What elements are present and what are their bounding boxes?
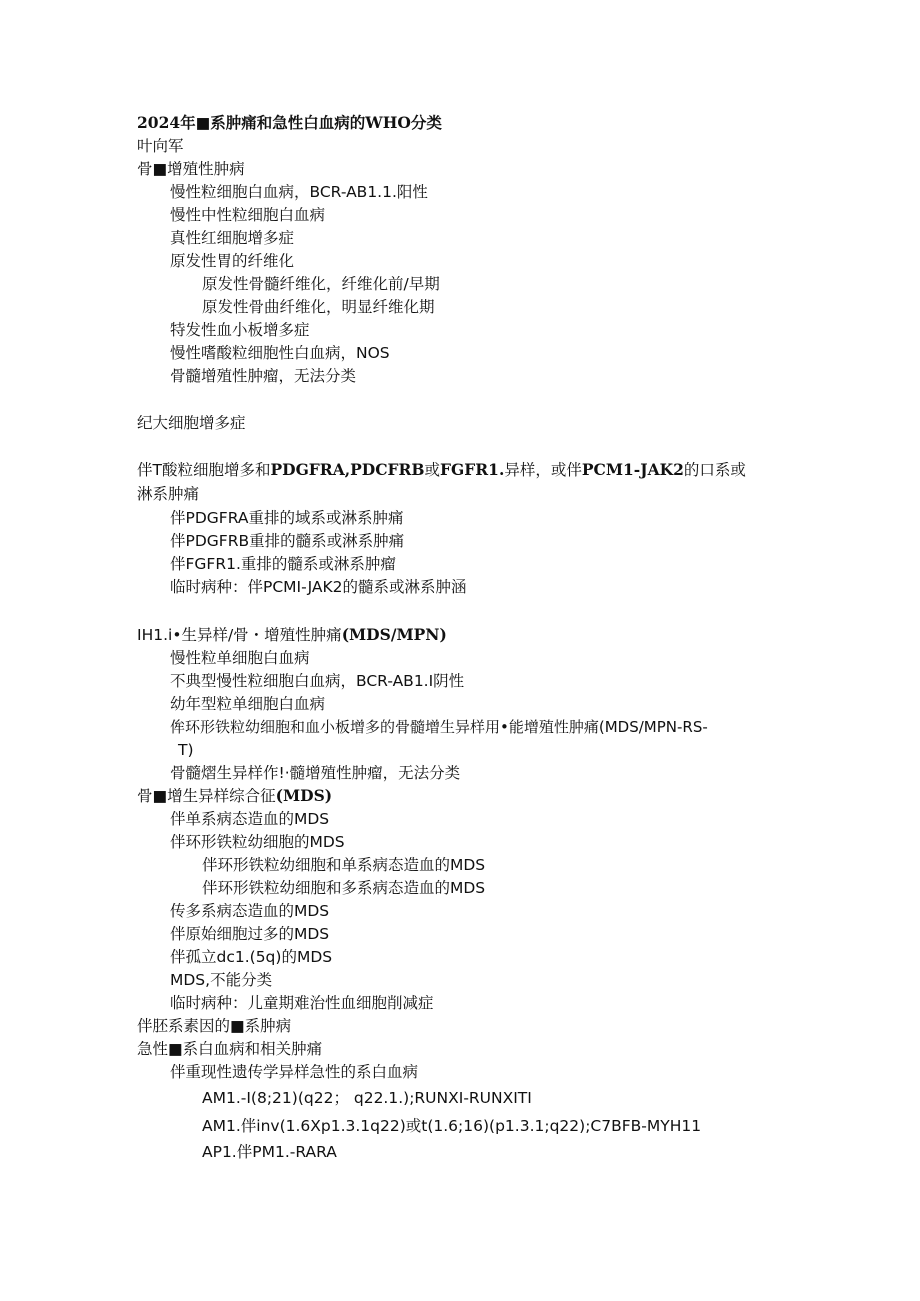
list-item: 传多系病态造血的MDS	[170, 902, 330, 920]
list-item: 慢性中性粒细胞白血病	[170, 206, 326, 224]
list-item: 临时病种：儿童期难治性血细胞削减症	[170, 994, 434, 1012]
heading-gene: PCM1-JAK2	[581, 460, 684, 479]
heading-gene: FGFR1.	[440, 460, 505, 479]
heading-text: 伴T酸粒细胞增多和	[137, 461, 271, 479]
author-name: 叶向军	[137, 137, 184, 155]
sub-list-item: 伴环形铁粒幼细胞和单系病态造血的MDS	[202, 856, 486, 874]
list-item: 不典型慢性粒细胞白血病，BCR-AB1.I阴性	[170, 672, 465, 690]
list-item-cont: T)	[178, 741, 194, 759]
list-item: 慢性粒细胞白血病，BCR-AB1.1.阳性	[170, 183, 428, 201]
list-item: 骨髓增殖性肿瘤，无法分类	[170, 367, 357, 385]
list-item: 伴FGFR1.重排的髓系或淋系肿瘤	[170, 555, 396, 573]
heading-text: 异样，或伴	[504, 461, 582, 479]
list-item: 伴PDGFRA重排的域系或淋系肿痛	[170, 509, 404, 527]
heading-text: 的口系或	[683, 461, 746, 479]
section-heading-germline: 伴胚系素因的■系肿病	[137, 1017, 292, 1035]
section-heading-eos	[137, 460, 746, 480]
heading-text: IH1.i•生异样/骨・增殖性肿痛	[137, 626, 342, 644]
sub-list-item: AM1.-I(8;21)(q22； q22.1.);RUNXI-RUNXITI	[202, 1089, 532, 1107]
list-item: 侔环形铁粒幼细胞和血小板增多的骨髓增生异样用•能增殖性肿痛(MDS/MPN-RS-	[170, 718, 708, 736]
heading-gene: PDGFRA,PDCFRB	[270, 460, 425, 479]
list-item: 慢性嗜酸粒细胞性白血病，NOS	[170, 344, 390, 362]
list-item: 骨髓熠生异样作!·髓增殖性肿瘤，无法分类	[170, 764, 461, 782]
section-heading-mds	[137, 786, 332, 806]
heading-text: 骨■增生异样综合征	[137, 787, 276, 805]
list-item: 伴孤立dc1.(5q)的MDS	[170, 948, 333, 966]
sub-list-item: AP1.伴PM1.-RARA	[202, 1143, 337, 1161]
heading-abbrev: (MDS/MPN)	[341, 625, 447, 644]
section-heading-mast: 纪大细胞增多症	[137, 414, 246, 432]
list-item: 原发性胃的纤维化	[170, 252, 295, 270]
list-item: 伴PDGFRB重排的髓系或淋系肿痛	[170, 532, 405, 550]
document-title: 2024年■系肿痛和急性白血病的WHO分类	[137, 113, 442, 132]
section-heading-aml: 急性■系白血病和相关肿痛	[137, 1040, 323, 1058]
sub-list-item: AM1.伴inv(1.6Xp1.3.1q22)或t(1.6;16)(p1.3.1;q22);C7BFB-MYH11	[202, 1117, 702, 1135]
section-heading-eos-cont: 淋系肿痛	[137, 485, 200, 503]
section-heading-mpn: 骨■增殖性肿病	[137, 160, 245, 178]
section-heading-mds-mpn	[137, 625, 447, 645]
list-item: 幼年型粒单细胞白血病	[170, 695, 326, 713]
list-item: 伴原始细胞过多的MDS	[170, 925, 330, 943]
heading-text: 或	[424, 461, 441, 479]
list-item: MDS,不能分类	[170, 971, 273, 989]
list-item: 伴单系病态造血的MDS	[170, 810, 330, 828]
heading-abbrev: (MDS)	[275, 786, 333, 805]
sub-list-item: 原发性骨曲纤维化，明显纤维化期	[202, 298, 435, 316]
sub-list-item: 伴环形铁粒幼细胞和多系病态造血的MDS	[202, 879, 486, 897]
list-item: 慢性粒单细胞白血病	[170, 649, 310, 667]
list-item: 特发性血小板增多症	[170, 321, 310, 339]
list-item: 伴重现性遗传学异样急性的系白血病	[170, 1063, 419, 1081]
list-item: 临时病种：伴PCMI-JAK2的髓系或淋系肿涵	[170, 578, 467, 596]
list-item: 伴环形铁粒幼细胞的MDS	[170, 833, 345, 851]
sub-list-item: 原发性骨髓纤维化，纤维化前/早期	[202, 275, 440, 293]
list-item: 真性红细胞增多症	[170, 229, 295, 247]
